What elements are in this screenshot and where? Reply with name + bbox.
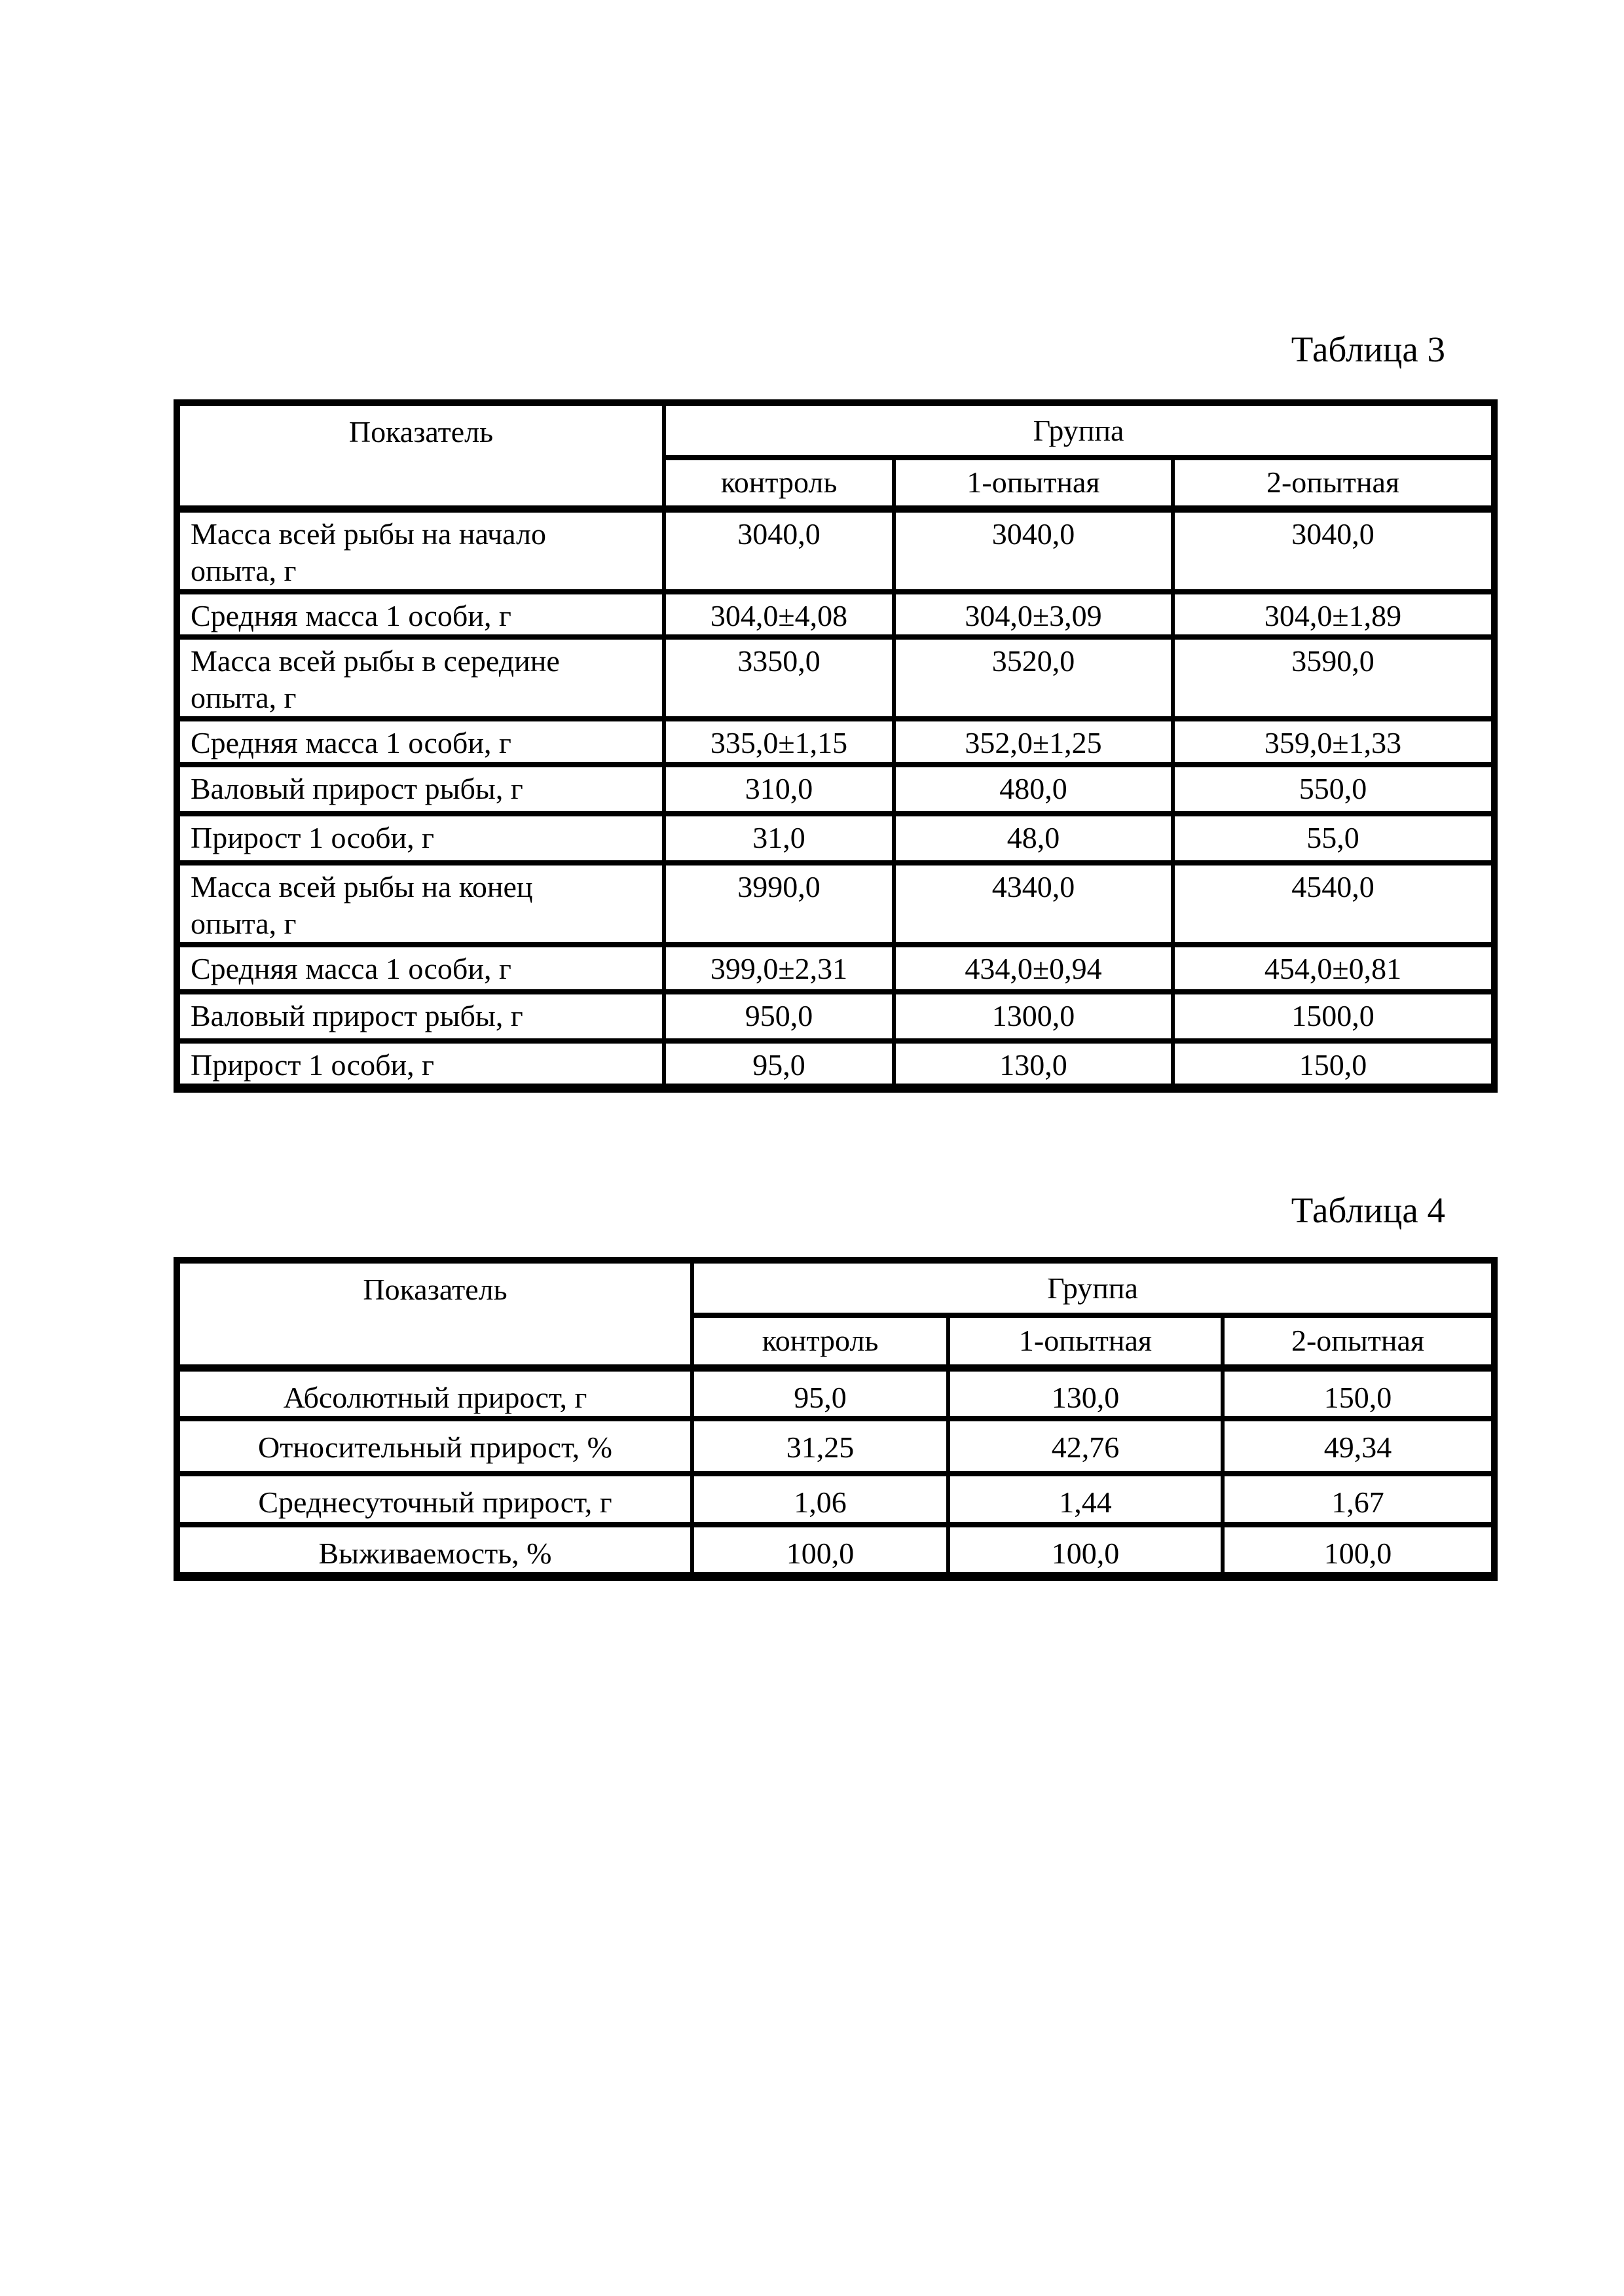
value-cell: 310,0 bbox=[664, 765, 894, 814]
table4-caption: Таблица 4 bbox=[1291, 1190, 1445, 1230]
value-cell: 335,0±1,15 bbox=[664, 719, 894, 765]
value-cell: 31,25 bbox=[692, 1419, 948, 1474]
value-cell: 1300,0 bbox=[894, 992, 1173, 1041]
value-cell: 48,0 bbox=[894, 814, 1173, 863]
value-cell: 130,0 bbox=[948, 1368, 1223, 1419]
table-row bbox=[177, 637, 1494, 719]
value-cell: 49,34 bbox=[1223, 1419, 1494, 1474]
table-row bbox=[177, 1525, 1494, 1576]
value-cell: 1,44 bbox=[948, 1474, 1223, 1525]
table-row bbox=[177, 1041, 1494, 1088]
value-cell: 130,0 bbox=[894, 1041, 1173, 1088]
value-cell: 31,0 bbox=[664, 814, 894, 863]
value-cell: 352,0±1,25 bbox=[894, 719, 1173, 765]
value-cell: 1500,0 bbox=[1173, 992, 1494, 1041]
value-cell: 304,0±3,09 bbox=[894, 592, 1173, 637]
row-label: Масса всей рыбы в середине опыта, г bbox=[177, 637, 664, 719]
table-row bbox=[177, 1474, 1494, 1525]
table3-header bbox=[177, 403, 1494, 509]
value-cell: 100,0 bbox=[948, 1525, 1223, 1576]
value-cell: 150,0 bbox=[1173, 1041, 1494, 1088]
subcolumn-control-cell: контроль bbox=[664, 458, 894, 509]
row-label: Масса всей рыбы на начало опыта, г bbox=[177, 509, 664, 592]
table3-fish-mass bbox=[174, 399, 1498, 1093]
row-label: Валовый прирост рыбы, г bbox=[177, 992, 664, 1041]
table-row bbox=[177, 863, 1494, 945]
value-cell: 95,0 bbox=[664, 1041, 894, 1088]
value-cell: 304,0±4,08 bbox=[664, 592, 894, 637]
row-label: Масса всей рыбы на конец опыта, г bbox=[177, 863, 664, 945]
table-row bbox=[177, 509, 1494, 592]
value-cell: 100,0 bbox=[1223, 1525, 1494, 1576]
value-cell: 4540,0 bbox=[1173, 863, 1494, 945]
value-cell: 1,06 bbox=[692, 1474, 948, 1525]
table-row bbox=[177, 1368, 1494, 1419]
value-cell: 1,67 bbox=[1223, 1474, 1494, 1525]
value-cell: 3040,0 bbox=[894, 509, 1173, 592]
row-label: Прирост 1 особи, г bbox=[177, 814, 664, 863]
value-cell: 150,0 bbox=[1223, 1368, 1494, 1419]
indicator-header-cell: Показатель bbox=[177, 403, 664, 509]
row-label: Валовый прирост рыбы, г bbox=[177, 765, 664, 814]
table-row bbox=[177, 992, 1494, 1041]
value-cell: 480,0 bbox=[894, 765, 1173, 814]
value-cell: 550,0 bbox=[1173, 765, 1494, 814]
table-header-row bbox=[177, 1260, 1494, 1315]
row-label: Средняя масса 1 особи, г bbox=[177, 719, 664, 765]
table-row bbox=[177, 592, 1494, 637]
value-cell: 3040,0 bbox=[664, 509, 894, 592]
value-cell: 3520,0 bbox=[894, 637, 1173, 719]
group-header-cell: Группа bbox=[692, 1260, 1494, 1315]
table-row bbox=[177, 765, 1494, 814]
row-label: Относительный прирост, % bbox=[177, 1419, 692, 1474]
table-row bbox=[177, 814, 1494, 863]
table4-header bbox=[177, 1260, 1494, 1368]
subcolumn-exp1-cell: 1-опытная bbox=[894, 458, 1173, 509]
table-row bbox=[177, 719, 1494, 765]
table4-growth-indicators bbox=[174, 1257, 1498, 1581]
table-row bbox=[177, 945, 1494, 992]
value-cell: 3350,0 bbox=[664, 637, 894, 719]
row-label: Абсолютный прирост, г bbox=[177, 1368, 692, 1419]
table-row bbox=[177, 1419, 1494, 1474]
group-header-cell: Группа bbox=[664, 403, 1494, 458]
row-label: Среднесуточный прирост, г bbox=[177, 1474, 692, 1525]
value-cell: 454,0±0,81 bbox=[1173, 945, 1494, 992]
value-cell: 950,0 bbox=[664, 992, 894, 1041]
table4-body bbox=[177, 1368, 1494, 1576]
value-cell: 42,76 bbox=[948, 1419, 1223, 1474]
value-cell: 95,0 bbox=[692, 1368, 948, 1419]
value-cell: 55,0 bbox=[1173, 814, 1494, 863]
value-cell: 3040,0 bbox=[1173, 509, 1494, 592]
table-header-row bbox=[177, 403, 1494, 458]
value-cell: 304,0±1,89 bbox=[1173, 592, 1494, 637]
row-label: Прирост 1 особи, г bbox=[177, 1041, 664, 1088]
value-cell: 434,0±0,94 bbox=[894, 945, 1173, 992]
subcolumn-control-cell: контроль bbox=[692, 1315, 948, 1368]
subcolumn-exp2-cell: 2-опытная bbox=[1223, 1315, 1494, 1368]
row-label: Средняя масса 1 особи, г bbox=[177, 592, 664, 637]
table3-caption: Таблица 3 bbox=[1291, 329, 1445, 369]
value-cell: 3590,0 bbox=[1173, 637, 1494, 719]
value-cell: 3990,0 bbox=[664, 863, 894, 945]
value-cell: 100,0 bbox=[692, 1525, 948, 1576]
value-cell: 399,0±2,31 bbox=[664, 945, 894, 992]
indicator-header-cell: Показатель bbox=[177, 1260, 692, 1368]
value-cell: 4340,0 bbox=[894, 863, 1173, 945]
value-cell: 359,0±1,33 bbox=[1173, 719, 1494, 765]
subcolumn-exp2-cell: 2-опытная bbox=[1173, 458, 1494, 509]
row-label: Средняя масса 1 особи, г bbox=[177, 945, 664, 992]
table3-body bbox=[177, 509, 1494, 1088]
subcolumn-exp1-cell: 1-опытная bbox=[948, 1315, 1223, 1368]
row-label: Выживаемость, % bbox=[177, 1525, 692, 1576]
